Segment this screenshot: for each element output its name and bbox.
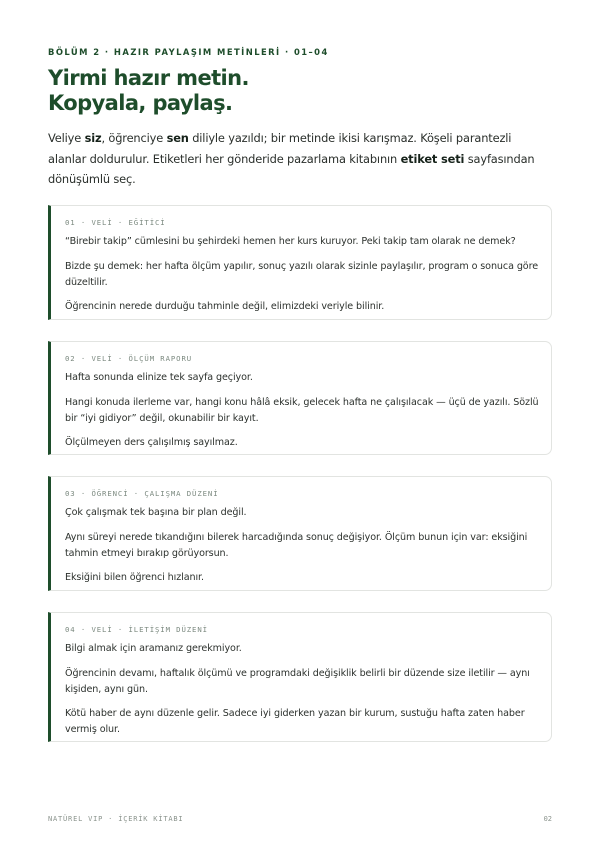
page-title (48, 66, 249, 116)
intro-text-2: , öğrenciye (101, 131, 167, 145)
card-paragraph: Çok çalışmak tek başına bir plan değil. (65, 507, 247, 518)
card-tag: 01 · VELİ · EĞİTİCİ (65, 218, 166, 227)
card-body (65, 370, 539, 460)
message-card-03[interactable] (48, 476, 552, 591)
message-card-01[interactable] (48, 205, 552, 320)
card-body (65, 505, 539, 595)
card-tag: 03 · ÖĞRENCİ · ÇALIŞMA DÜZENİ (65, 489, 219, 498)
card-paragraph: Hafta sonunda elinize tek sayfa geçiyor. (65, 372, 253, 383)
card-paragraph: Hangi konuda ilerleme var, hangi konu hâlâ eksik, gelecek hafta ne çalışılacak — üçü de yazılı. Sözlü bir “iyi gidiyor” değil, okunabilir bir kayıt. (65, 396, 539, 424)
title-line-2: Kopyala, paylaş. (48, 91, 233, 115)
intro-bold-1: siz (84, 131, 102, 145)
card-paragraph: Ölçülmeyen ders çalışılmış sayılmaz. (65, 437, 238, 448)
card-paragraph: Bizde şu demek: her hafta ölçüm yapılır, sonuç yazılı olarak sizinle paylaşılır, program o sonuca göre düzeltilir. (65, 260, 539, 288)
card-paragraph: Aynı süreyi nerede tıkandığını bilerek harcadığında sonuç değişiyor. Ölçüm bunun için var: eksiğini tahmin etmeyi bırakıp görüyorsun. (65, 531, 528, 559)
intro-text-1: Veliye (48, 131, 85, 145)
intro-text-4: sayfasından dönüşümlü seç. (48, 151, 535, 186)
card-paragraph: Kötü haber de aynı düzenle gelir. Sadece iyi giderken yazan bir kurum, sustuğu hafta zaten haber vermiş olur. (65, 708, 525, 735)
message-card-02[interactable] (48, 341, 552, 455)
card-tag: 04 · VELİ · İLETİŞİM DÜZENİ (65, 625, 208, 634)
section-kicker: BÖLÜM 2 · HAZIR PAYLAŞIM METİNLERİ · 01–04 (48, 47, 329, 57)
card-paragraph: Bilgi almak için aramanız gerekmiyor. (65, 643, 242, 654)
card-paragraph: Öğrencinin devamı, haftalık ölçümü ve programdaki değişiklik belirli bir düzende size iletilir — aynı kişiden, aynı gün. (65, 667, 530, 695)
card-body (65, 234, 539, 324)
card-paragraph: “Birebir takip” cümlesini bu şehirdeki hemen her kurs kuruyor. Peki takip tam olarak ne demek? (65, 236, 516, 247)
intro-paragraph (48, 128, 552, 190)
intro-text-3: diliyle yazıldı; bir metinde ikisi karışmaz. Köşeli parantezli alanlar doldurulur. Etiketleri her gönderide pazarlama kitabının (48, 131, 512, 166)
card-body (65, 641, 539, 747)
intro-bold-3: etiket seti (400, 151, 465, 166)
footer-publication: NATÜREL VIP · İÇERİK KİTABI (48, 815, 184, 823)
page-number: 02 (543, 815, 552, 823)
card-paragraph: Öğrencinin nerede durduğu tahminle değil, elimizdeki veriyle bilinir. (65, 301, 385, 312)
card-paragraph: Eksiğini bilen öğrenci hızlanır. (65, 572, 204, 583)
intro-bold-2: sen (166, 131, 189, 145)
message-card-04[interactable] (48, 612, 552, 742)
card-tag: 02 · VELİ · ÖLÇÜM RAPORU (65, 354, 193, 363)
title-line-1: Yirmi hazır metin. (48, 66, 249, 90)
